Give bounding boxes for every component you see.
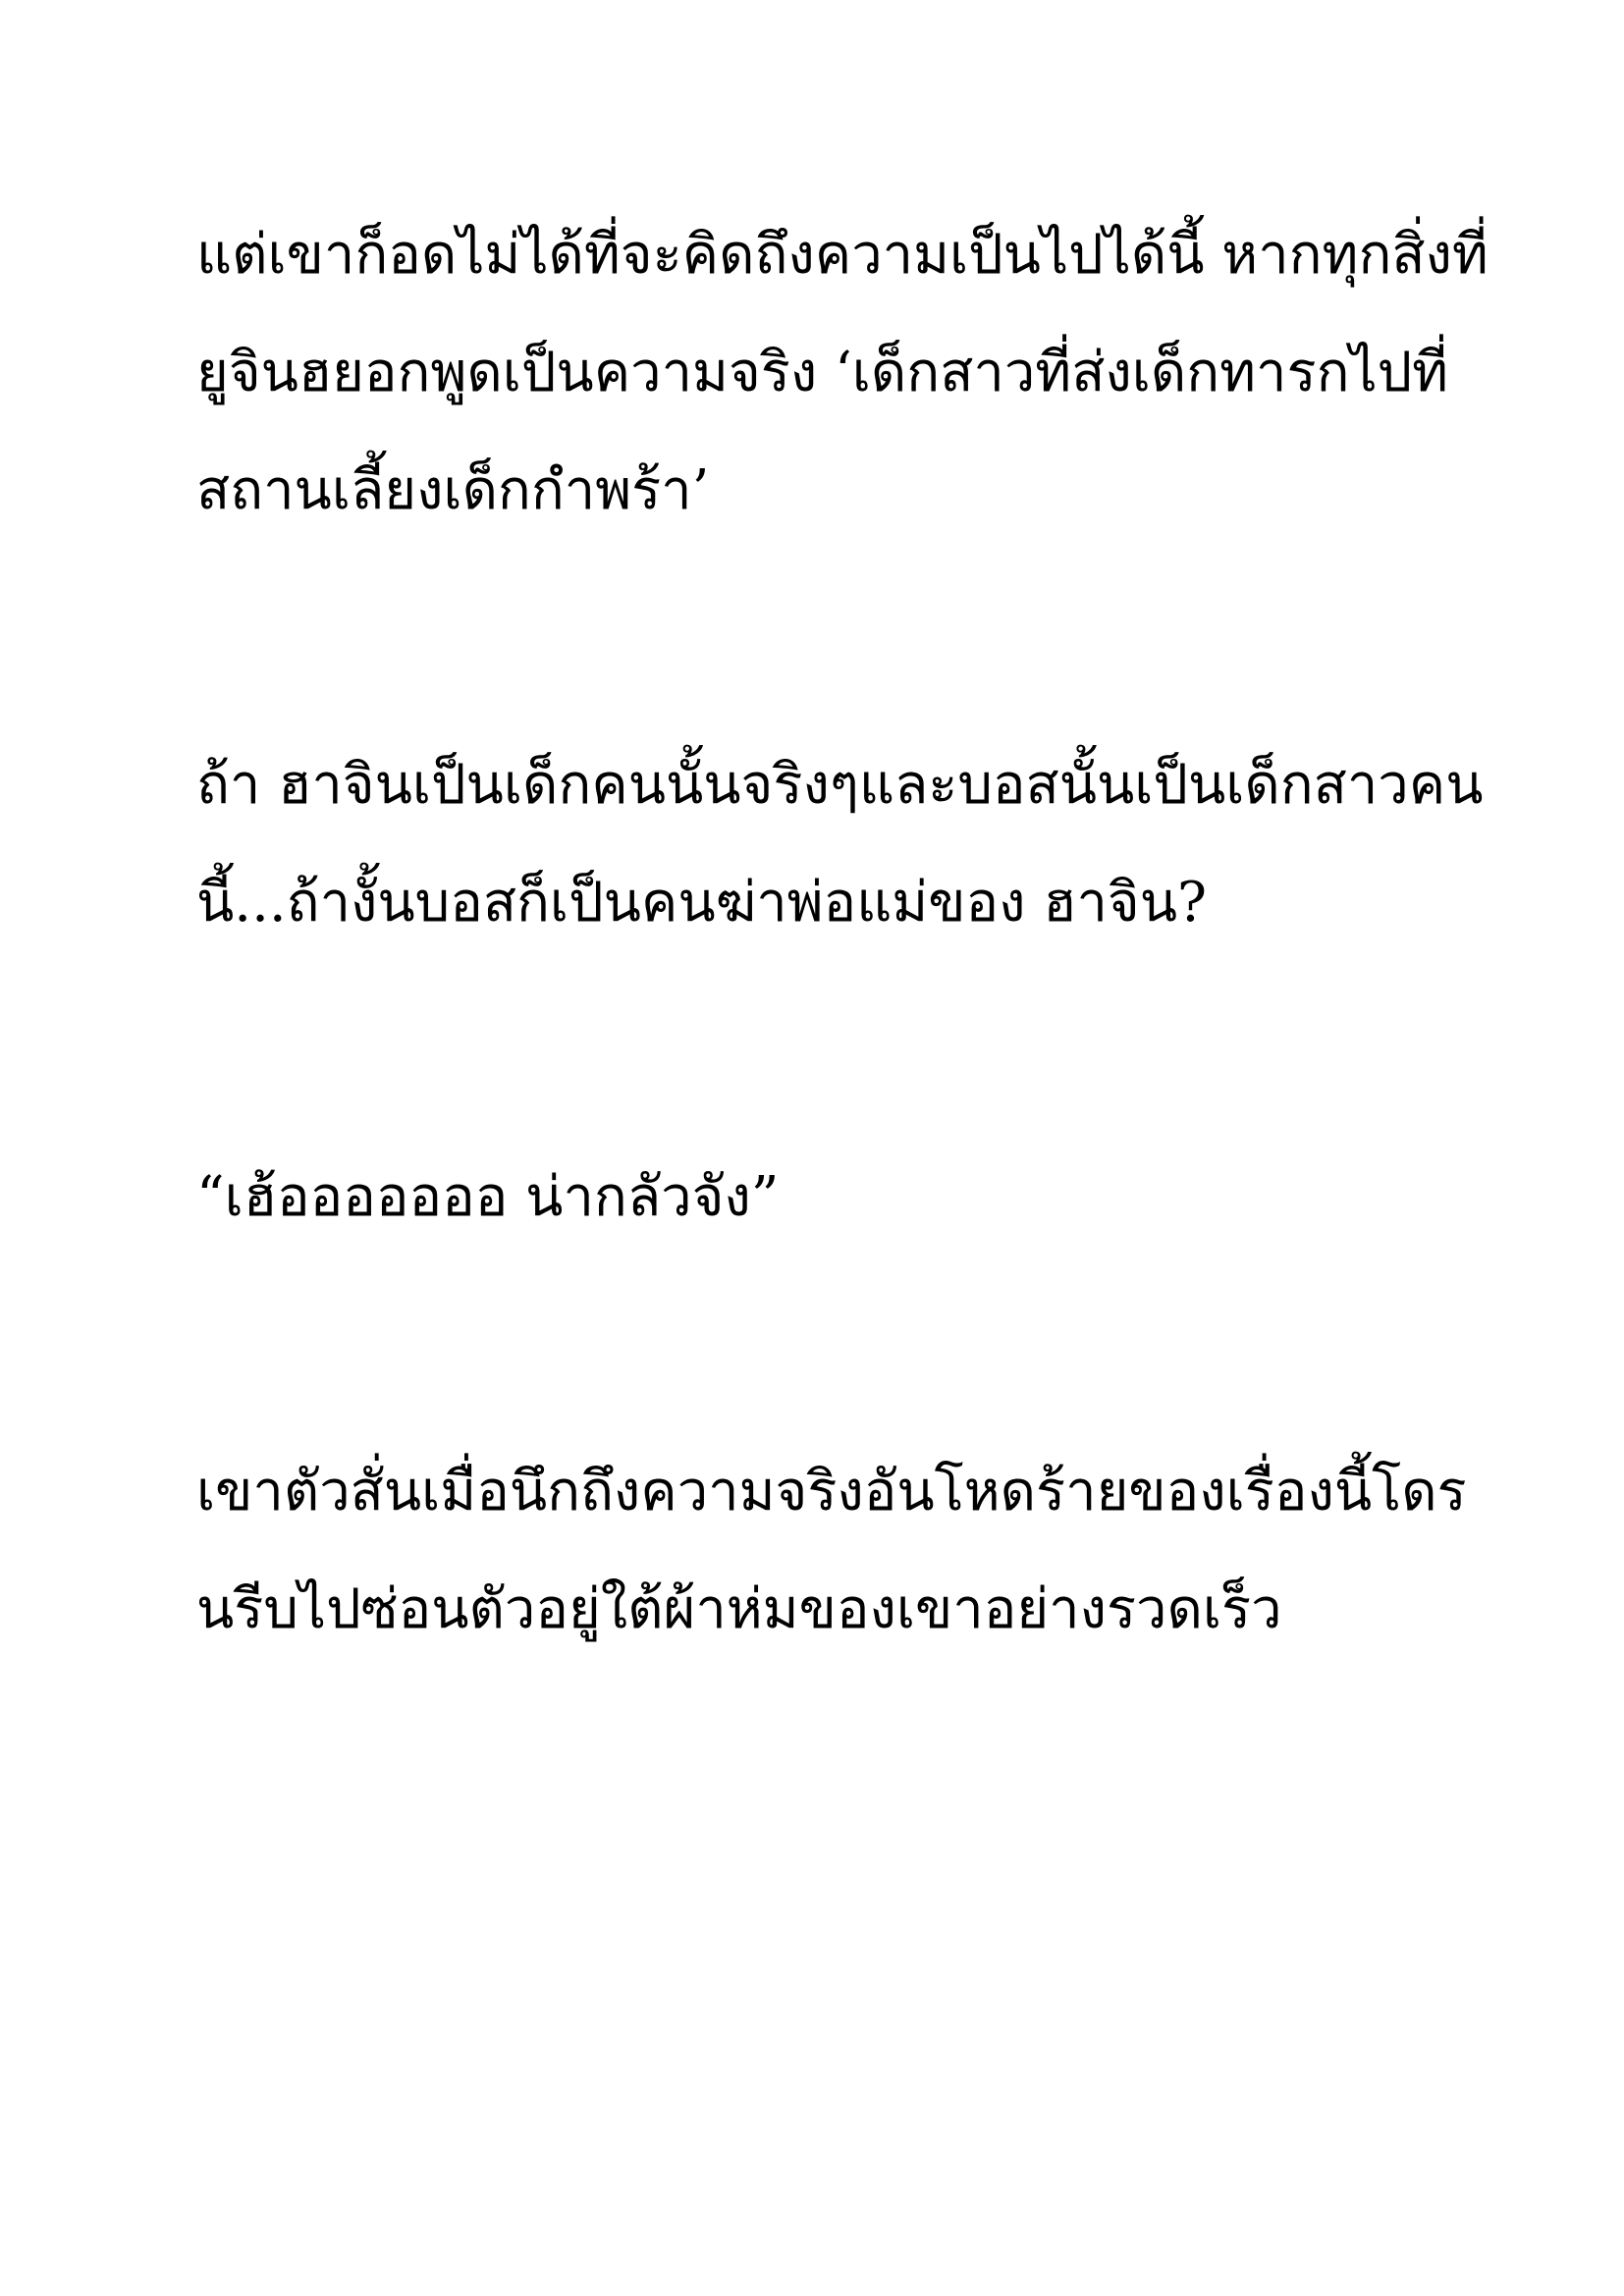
text-line: ยูจินฮยอกพูดเป็นความจริง ‘เด็กสาวที่ส่งเด็กทารกไปที่ bbox=[196, 341, 1449, 404]
text-line: นี้...ถ้างั้นบอสก็เป็นคนฆ่าพ่อแม่ของ ฮาจิน? bbox=[196, 871, 1207, 934]
text-line: ถ้า ฮาจินเป็นเด็กคนนั้นจริงๆและบอสนั้นเป็นเด็กสาวคน bbox=[196, 753, 1484, 817]
text-line: นรีบไปซ่อนตัวอยู่ใต้ผ้าห่มของเขาอย่างรวดเร็ว bbox=[196, 1577, 1282, 1641]
text-line: แต่เขาก็อดไม่ได้ที่จะคิดถึงความเป็นไปได้นี้ หากทุกสิ่งที่ bbox=[196, 223, 1489, 287]
text-line: เขาตัวสั่นเมื่อนึกถึงความจริงอันโหดร้ายของเรื่องนี้โดร bbox=[196, 1460, 1467, 1523]
dialogue-line: “เฮ้อออออออ น่ากลัวจัง” bbox=[196, 1165, 780, 1229]
text-line: สถานเลี้ยงเด็กกำพร้า’ bbox=[196, 458, 710, 522]
